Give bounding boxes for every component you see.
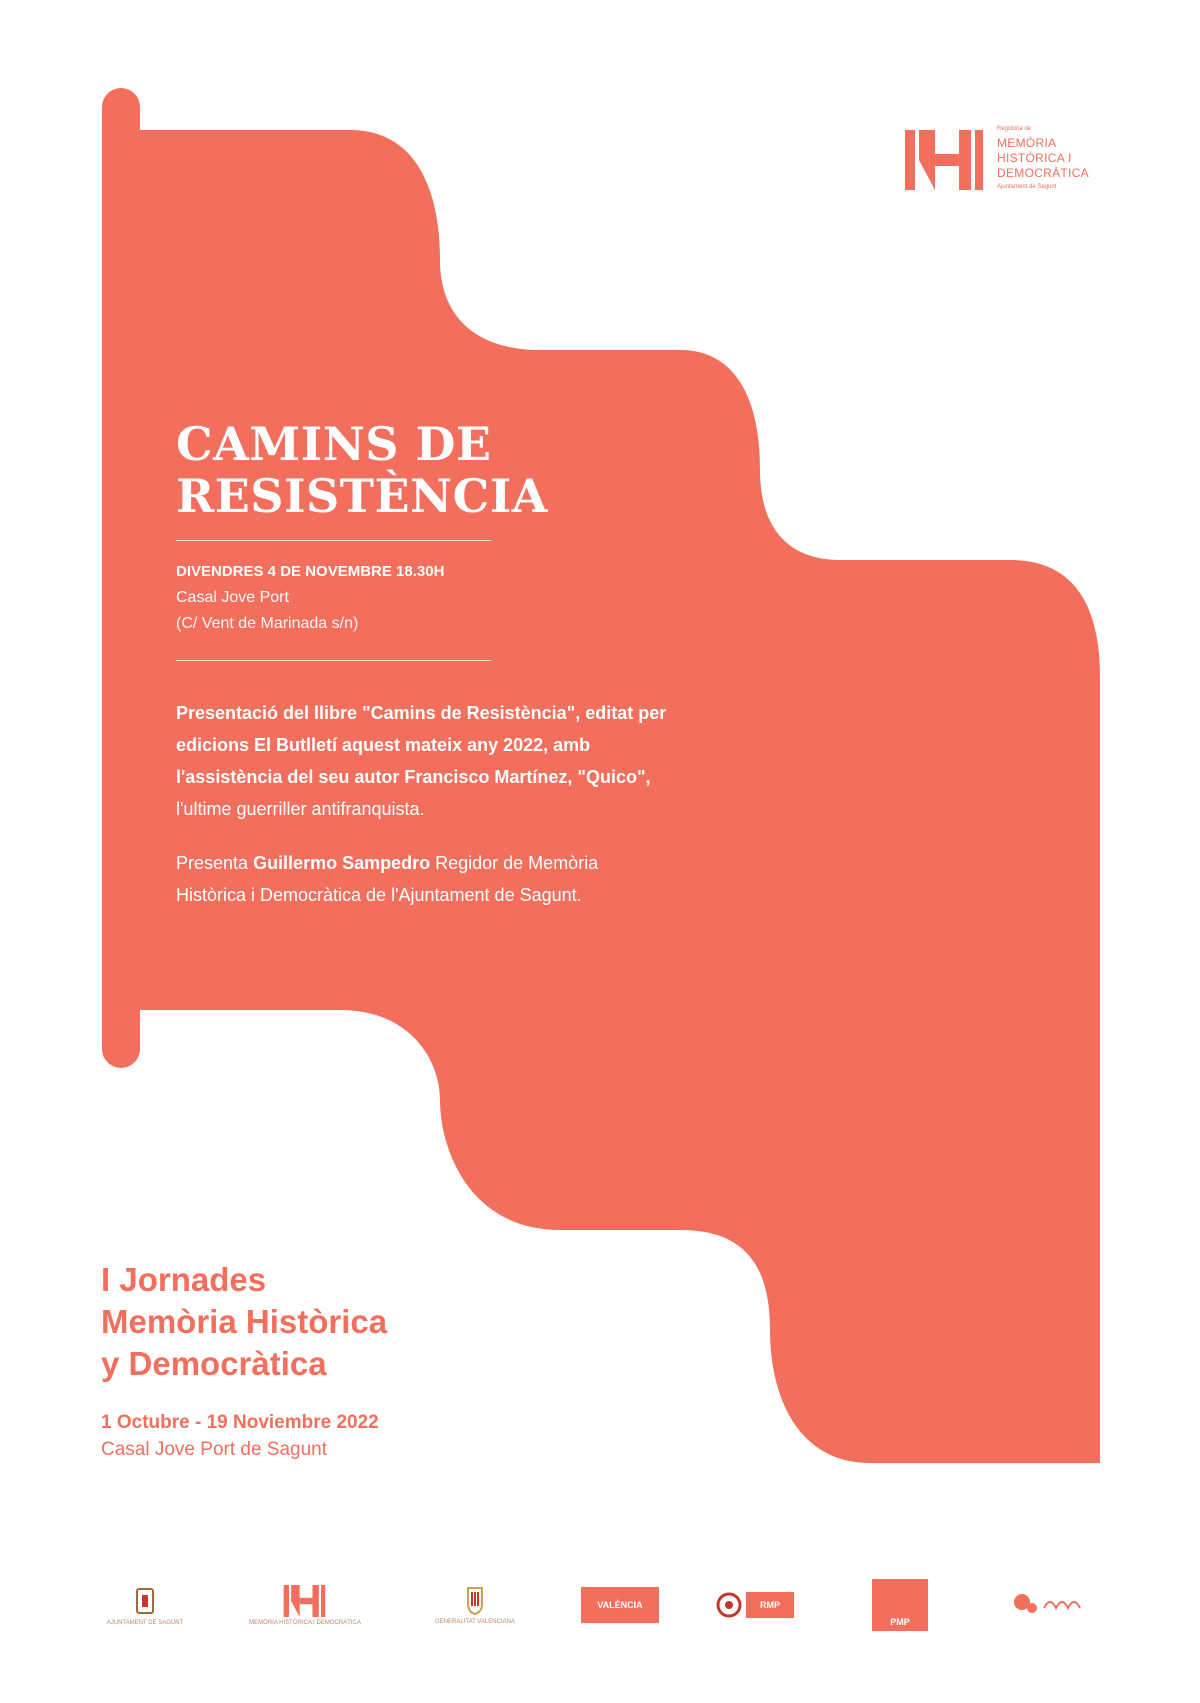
diputacio-valencia-icon: VALÈNCIA (570, 1575, 670, 1635)
logo-small-text: Regidoria de (997, 126, 1032, 132)
divider-bottom (176, 660, 491, 661)
hh-logo-icon (905, 130, 985, 190)
jornades-dates: 1 Octubre - 19 Noviembre 2022 (101, 1412, 379, 1433)
divider-top (176, 540, 491, 541)
event-venue: Casal Jove Port (C/ Vent de Marinada s/n) (176, 589, 359, 632)
entitat-icon (995, 1575, 1105, 1635)
event-description: Presentació del llibre "Camins de Resistència", editat per edicions El Butlletí aquest mateix any 2022, amb l'assistència del seu autor Francisco Martínez, "Quico", l'ultime guerriller antifranquista. (176, 703, 667, 819)
logo-subtitle: Ajuntament de Sagunt (997, 184, 1057, 190)
memoria-democratica-icon: PMP (855, 1575, 945, 1635)
logo-title: MEMÒRIA HISTÒRICA I DEMOCRÀTICA (997, 136, 1089, 180)
sponsor-logos (95, 1575, 1115, 1645)
hh-logo-icon: MEMÒRIA HISTÒRICA I DEMOCRÀTICA (250, 1575, 360, 1635)
generalitat-icon: GENERALITAT VALENCIANA (420, 1575, 530, 1635)
event-title: CAMINS DE RESISTÈNCIA (176, 417, 548, 523)
jornades-place: Casal Jove Port de Sagunt (101, 1439, 328, 1460)
jornades-title: I Jornades Memòria Històrica y Democràtica (101, 1261, 388, 1382)
rmp-icon: RMP (705, 1575, 805, 1635)
presenter-text: Presenta Guillermo Sampedro Regidor de Memòria Històrica i Democràtica de l'Ajuntament de Sagunt. (176, 853, 599, 905)
presenter-name: Guillermo Sampedro (253, 853, 431, 873)
event-date: DIVENDRES 4 DE NOVEMBRE 18.30H (176, 563, 445, 580)
ajuntament-crest-icon: AJUNTAMENT DE SAGUNT (95, 1575, 195, 1635)
memoria-historica-logo (905, 120, 1105, 200)
